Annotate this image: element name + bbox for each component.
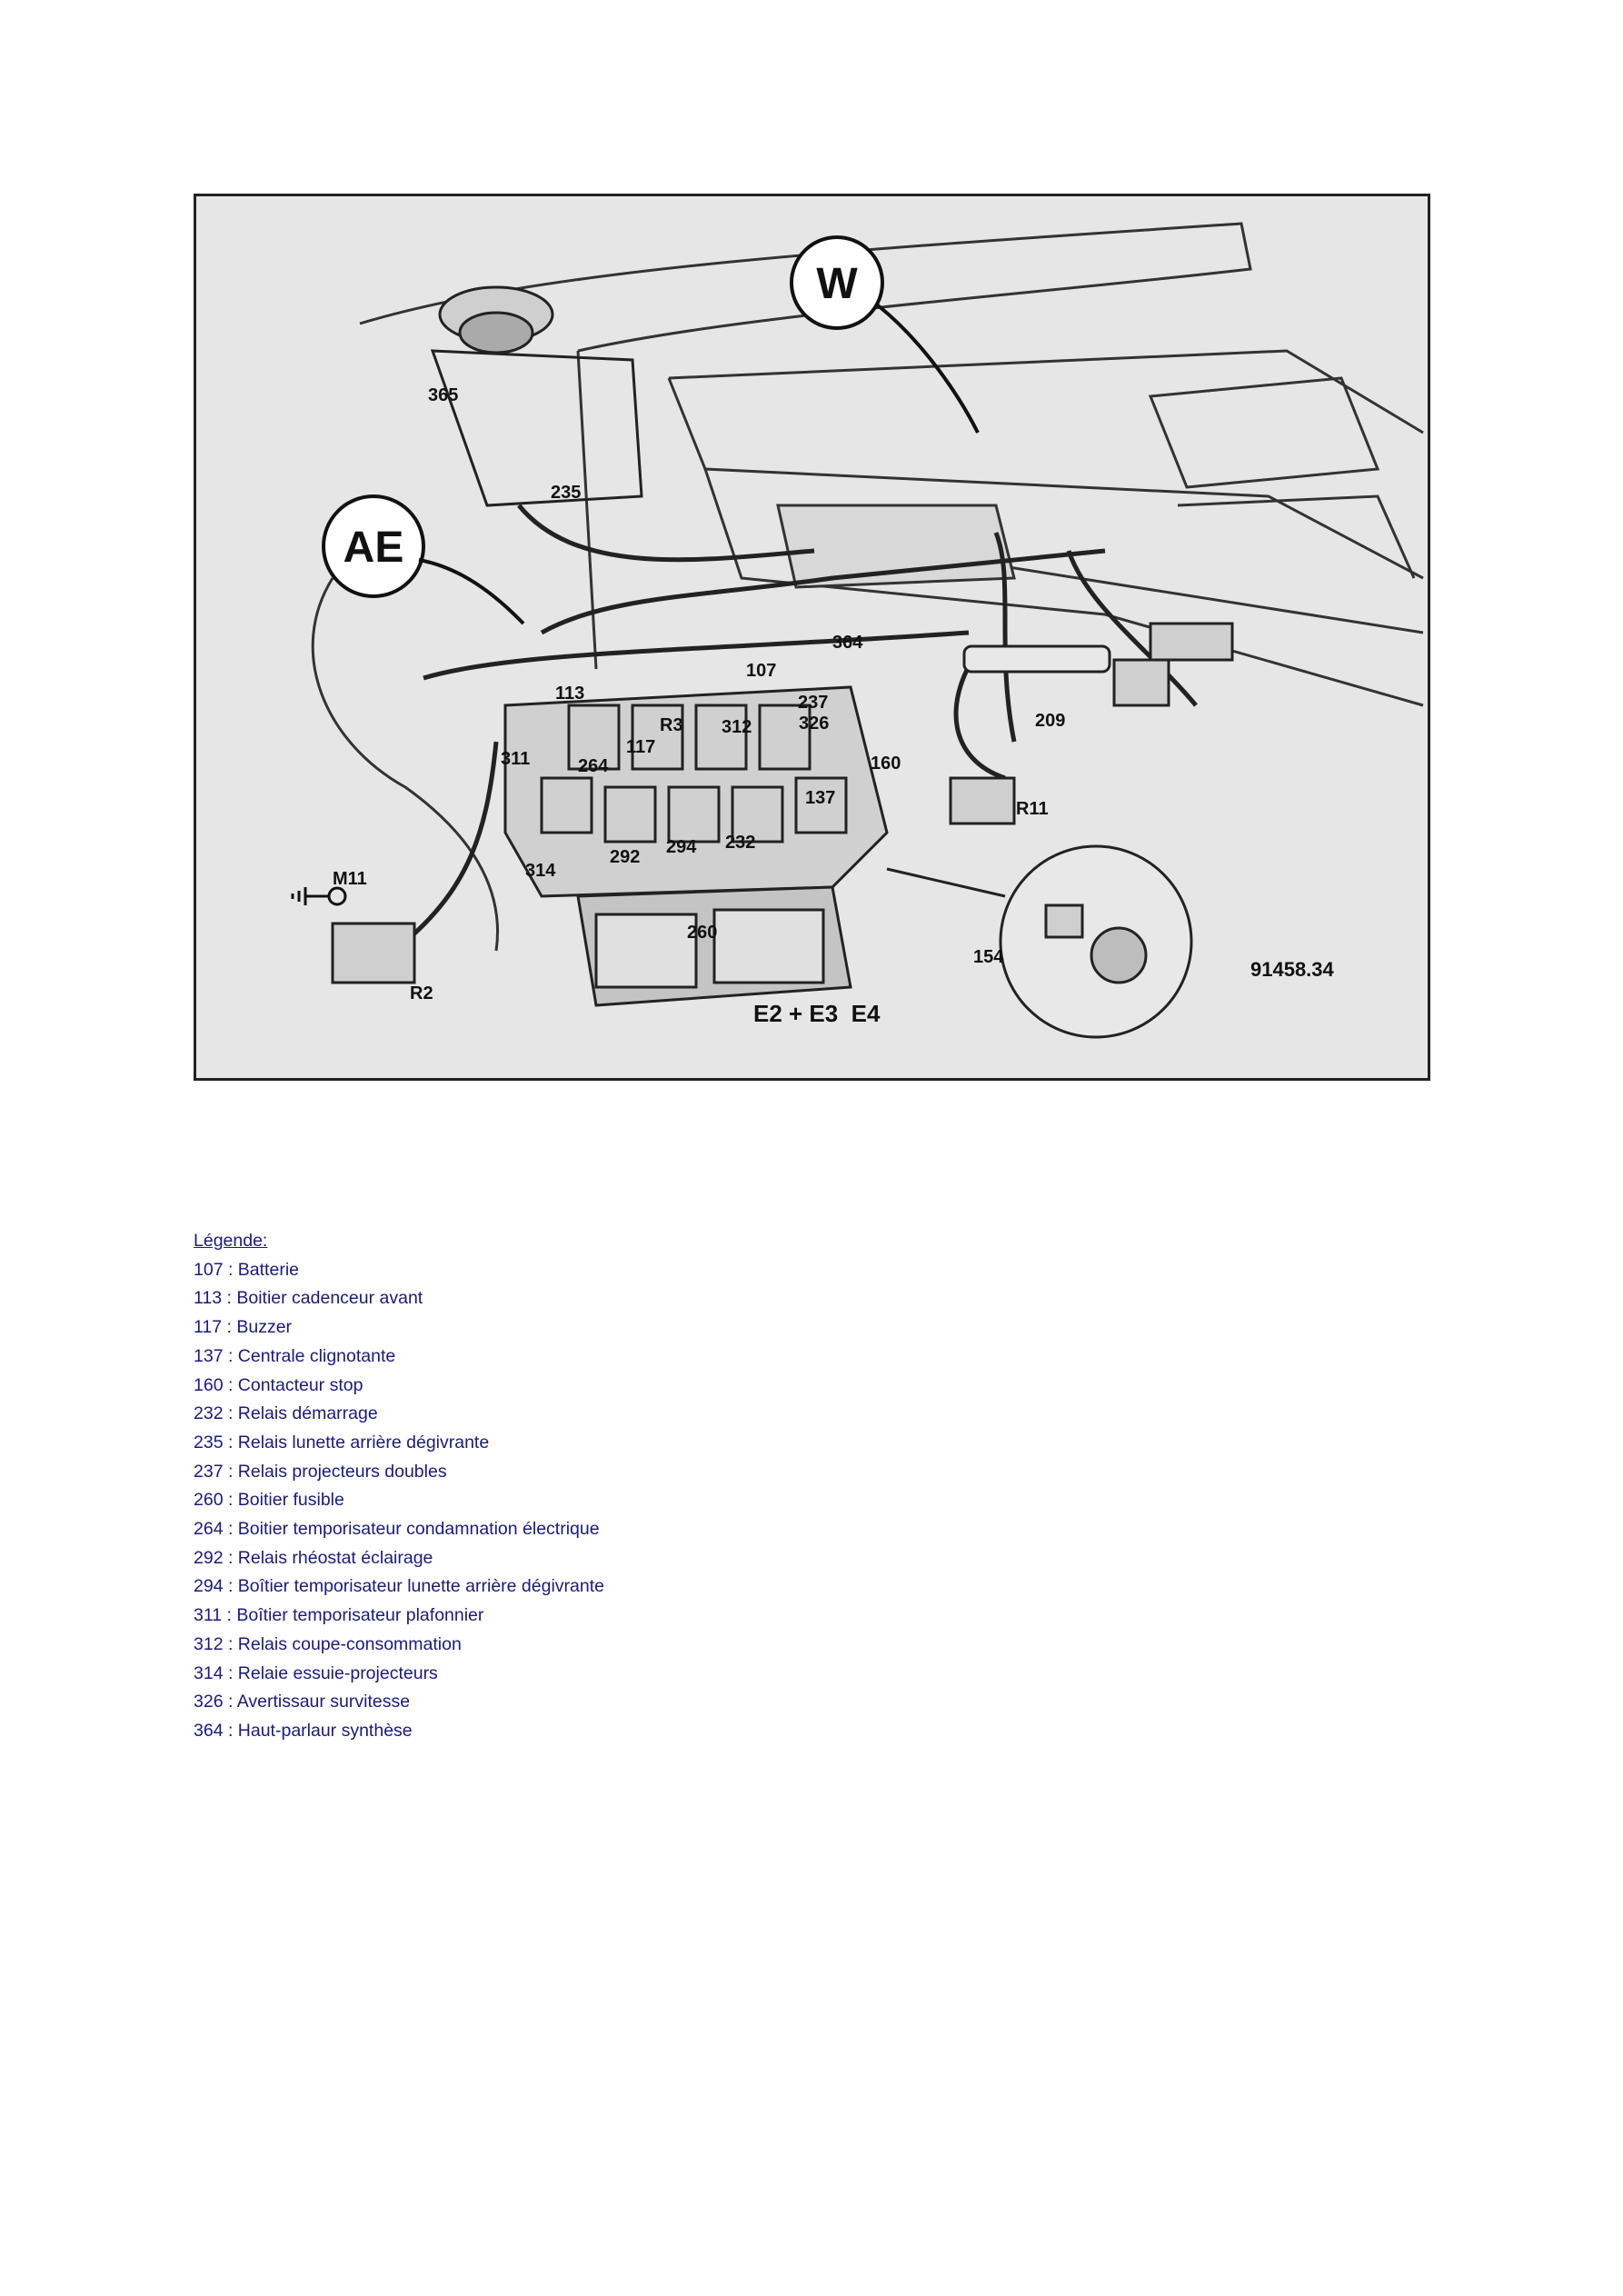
label-364: 364 bbox=[832, 633, 863, 653]
legend-item: 294 : Boîtier temporisateur lunette arrière dégivrante bbox=[194, 1576, 604, 1597]
legend-title: Légende: bbox=[194, 1231, 268, 1251]
label-137: 137 bbox=[805, 788, 836, 808]
legend bbox=[194, 1227, 1193, 1746]
label-m11: M11 bbox=[333, 869, 367, 889]
callout-ae-label: AE bbox=[343, 524, 404, 572]
wiring-diagram-figure bbox=[194, 194, 1430, 1081]
label-365: 365 bbox=[428, 385, 459, 405]
legend-item: 107 : Batterie bbox=[194, 1259, 299, 1280]
legend-item: 292 : Relais rhéostat éclairage bbox=[194, 1547, 433, 1568]
legend-item: 260 : Boitier fusible bbox=[194, 1490, 344, 1511]
label-260: 260 bbox=[687, 923, 718, 943]
legend-item: 117 : Buzzer bbox=[194, 1317, 293, 1338]
fuse-box-260 bbox=[578, 887, 851, 1005]
inset-154 bbox=[887, 846, 1191, 1037]
label-107: 107 bbox=[746, 661, 777, 681]
callout-w-label: W bbox=[816, 260, 858, 308]
callout-ae bbox=[324, 496, 523, 624]
legend-item: 314 : Relaie essuie-projecteurs bbox=[194, 1662, 438, 1683]
legend-item: 312 : Relais coupe-consommation bbox=[194, 1633, 462, 1654]
label-117: 117 bbox=[626, 737, 656, 757]
legend-item: 137 : Centrale clignotante bbox=[194, 1345, 396, 1366]
ground-symbol bbox=[293, 887, 345, 905]
legend-item: 364 : Haut-parlaur synthèse bbox=[194, 1720, 413, 1741]
speaker-365 bbox=[433, 287, 642, 505]
legend-item: 160 : Contacteur stop bbox=[194, 1374, 363, 1395]
label-113: 113 bbox=[555, 684, 585, 704]
label-294: 294 bbox=[666, 837, 697, 857]
label-235: 235 bbox=[551, 483, 582, 503]
label-326: 326 bbox=[799, 714, 830, 734]
figure-reference: 91458.34 bbox=[1250, 958, 1334, 981]
legend-item: 264 : Boitier temporisateur condamnation électrique bbox=[194, 1519, 600, 1540]
legend-list bbox=[194, 1256, 1193, 1746]
label-209: 209 bbox=[1035, 711, 1066, 731]
label-154: 154 bbox=[973, 947, 1004, 967]
connector-r2 bbox=[333, 923, 414, 983]
legend-item: 326 : Avertissaur survitesse bbox=[194, 1692, 411, 1712]
legend-item: 237 : Relais projecteurs doubles bbox=[194, 1461, 447, 1482]
callout-w bbox=[792, 237, 978, 433]
stalk-control bbox=[964, 646, 1110, 672]
wiring-diagram-drawing bbox=[196, 196, 1428, 1078]
label-237: 237 bbox=[798, 693, 829, 713]
label-160: 160 bbox=[871, 754, 901, 774]
legend-item: 113 : Boitier cadenceur avant bbox=[194, 1288, 423, 1309]
label-r3: R3 bbox=[660, 715, 683, 735]
legend-item: 311 : Boîtier temporisateur plafonnier bbox=[194, 1605, 484, 1626]
label-311: 311 bbox=[501, 749, 531, 769]
connector-r11 bbox=[951, 778, 1014, 824]
label-r11: R11 bbox=[1016, 799, 1049, 819]
label-314: 314 bbox=[525, 861, 556, 881]
label-312: 312 bbox=[722, 717, 752, 737]
label-r2: R2 bbox=[410, 983, 433, 1003]
label-232: 232 bbox=[725, 833, 756, 853]
legend-item: 232 : Relais démarrage bbox=[194, 1403, 378, 1424]
legend-item: 235 : Relais lunette arrière dégivrante bbox=[194, 1432, 490, 1452]
label-292: 292 bbox=[610, 847, 641, 867]
variant-label: E2 + E3 E4 bbox=[753, 1000, 881, 1027]
label-264: 264 bbox=[578, 756, 609, 776]
